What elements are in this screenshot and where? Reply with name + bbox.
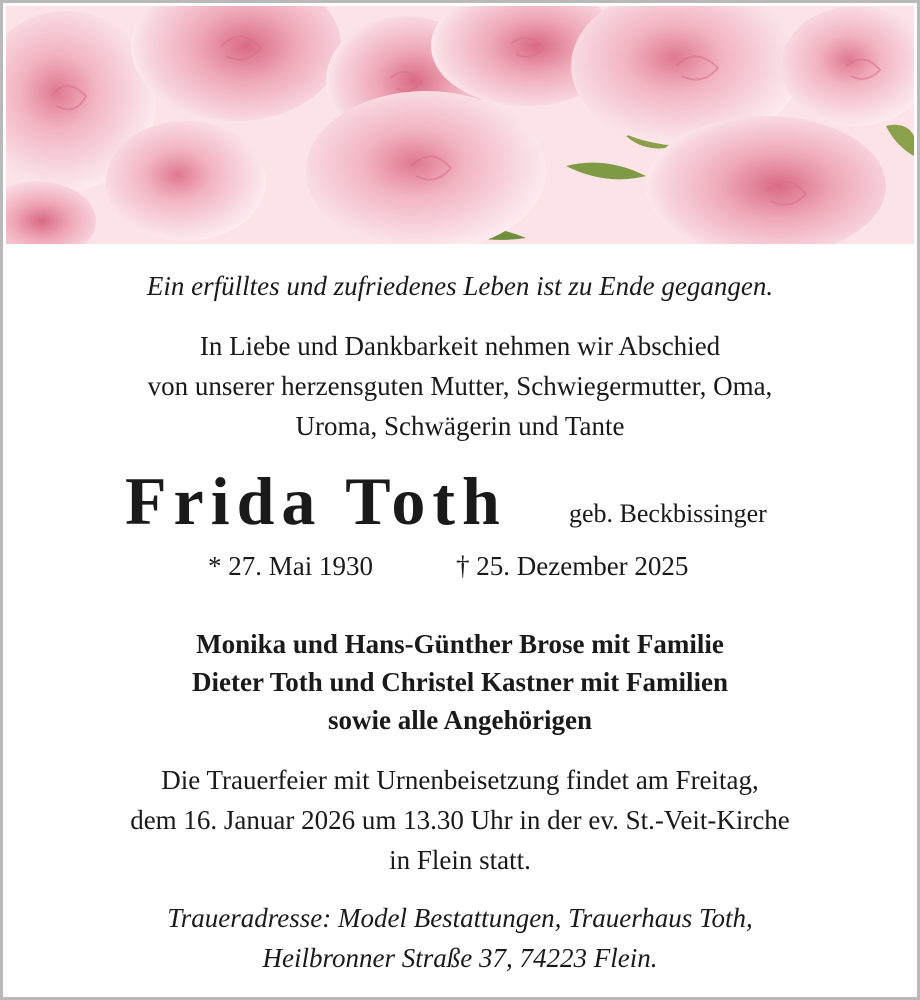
maiden-name: geb. Beckbissinger — [569, 499, 767, 528]
intro-sentence: Ein erfülltes und zufriedenes Leben ist zu Ende gegangen. — [146, 271, 774, 301]
address-line: Heilbronner Straße 37, 74223 Flein. — [262, 943, 658, 973]
service-line: Die Trauerfeier mit Urnenbeisetzung findet am Freitag, — [161, 765, 759, 795]
farewell-line: von unserer herzensguten Mutter, Schwiegermutter, Oma, — [147, 371, 773, 401]
birth-date: * 27. Mai 1930 — [208, 551, 373, 581]
mourner-line: sowie alle Angehörigen — [328, 705, 592, 735]
address-line: Traueradresse: Model Bestattungen, Trauerhaus Toth, — [167, 903, 753, 933]
roses-banner-image — [6, 6, 914, 244]
farewell-line: In Liebe und Dankbarkeit nehmen wir Abschied — [199, 331, 721, 361]
mourner-line: Dieter Toth und Christel Kastner mit Familien — [191, 667, 728, 697]
mourner-line: Monika und Hans-Günther Brose mit Familie — [196, 629, 724, 659]
deceased-name-row — [3, 461, 917, 541]
deceased-name: Frida Toth — [125, 463, 507, 539]
death-date: † 25. Dezember 2025 — [456, 551, 689, 581]
service-line: in Flein statt. — [389, 845, 531, 875]
farewell-line: Uroma, Schwägerin und Tante — [295, 411, 625, 441]
service-line: dem 16. Januar 2026 um 13.30 Uhr in der ev. St.-Veit-Kirche — [130, 805, 790, 835]
